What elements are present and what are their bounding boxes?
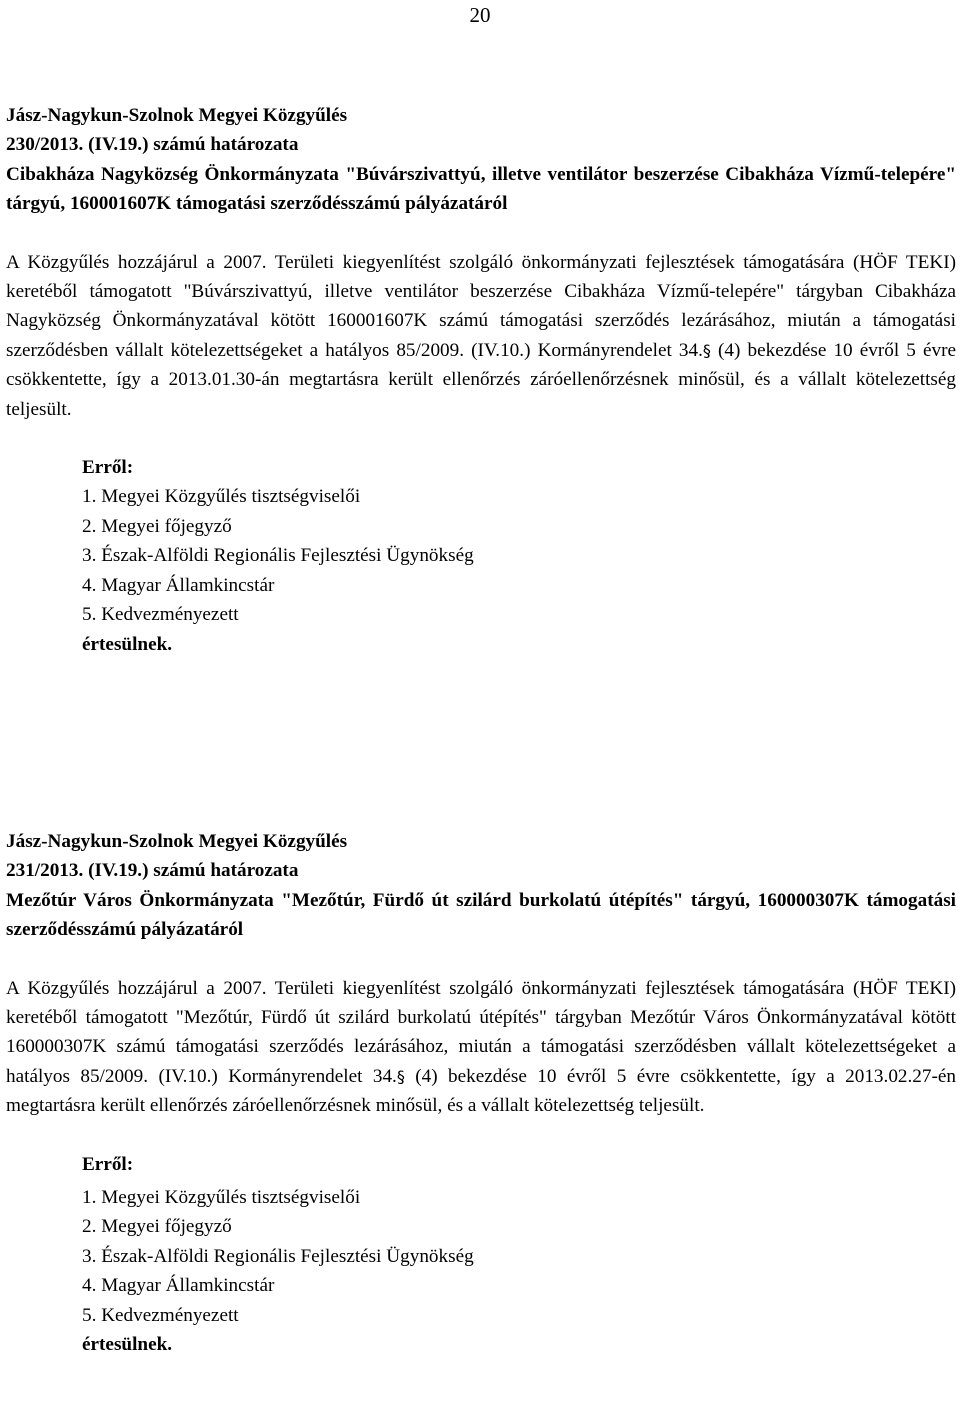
issuer-name: Jász-Nagykun-Szolnok Megyei Közgyűlés [6, 105, 348, 126]
recipient-item: 3. Észak-Alföldi Regionális Fejlesztési Ügynökség [82, 545, 474, 567]
section-symbol: § [702, 340, 711, 360]
resolution-subject: Cibakháza Nagyközség Önkormányzata "Búvárszivattyú, illetve ventilátor beszerzése Cibakháza Vízmű-telepére" tárgyú, 160001607K támogatási szerződésszámú pályázatáról [6, 163, 956, 215]
resolution-heading [6, 827, 956, 945]
recipient-item: 3. Észak-Alföldi Regionális Fejlesztési Ügynökség [82, 1245, 474, 1267]
recipient-item: 1. Megyei Közgyűlés tisztségviselői [82, 1187, 361, 1209]
body-text-part-2: (4) bekezdése 10 évről 5 évre csökkentette, így a 2013.01.30-án megtartásra került ellenőrzés záróellenőrzésnek minősül, és a vállalt kötelezettség teljesült. [6, 339, 956, 420]
errol-label: Erről: [82, 1153, 134, 1175]
recipient-item: 5. Kedvezményezett [82, 604, 239, 626]
body-text-part-1: A Közgyűlés hozzájárul a 2007. Területi kiegyenlítést szolgáló önkormányzati fejlesztések támogatására (HÖF TEKI) keretéből támogatott "Mezőtúr, Fürdő út szilárd burkolatú útépítés" tárgyban Mezőtúr Város Önkormányzatával kötött 160000307K számú támogatási szerződés lezárásához, miután a támogatási szerződésben vállalt kötelezettségeket a hatályos 85/2009. (IV.10.) Kormányrendelet 34. [6, 977, 956, 1087]
issuer-name: Jász-Nagykun-Szolnok Megyei Közgyűlés [6, 831, 348, 852]
recipient-item: 4. Magyar Államkincstár [82, 1275, 275, 1297]
page-number: 20 [469, 3, 491, 27]
resolution-231 [6, 827, 956, 1360]
errol-label: Erről: [82, 457, 134, 479]
resolution-number: 231/2013. (IV.19.) számú határozata [6, 860, 299, 882]
body-text-part-2: (4) bekezdése 10 évről 5 évre csökkentette, így a 2013.02.27-én megtartásra került ellenőrzés záróellenőrzésnek minősül, és a vállalt kötelezettség teljesült. [6, 1065, 956, 1117]
resolution-230 [6, 101, 956, 659]
recipient-item: 1. Megyei Közgyűlés tisztségviselői [82, 486, 361, 508]
body-text-part-1: A Közgyűlés hozzájárul a 2007. Területi kiegyenlítést szolgáló önkormányzati fejlesztések támogatására (HÖF TEKI) keretéből támogatott "Búvárszivattyú, illetve ventilátor beszerzése Cibakháza Vízmű-telepére" tárgyban Cibakháza Nagyközség Önkormányzatával kötött 160001607K számú támogatási szerződés lezárásához, miután a támogatási szerződésben vállalt kötelezettségeket a hatályos 85/2009. (IV.10.) Kormányrendelet 34. [6, 251, 956, 361]
resolution-heading [6, 101, 956, 219]
recipient-item: 2. Megyei főjegyző [82, 1216, 232, 1238]
recipient-list [6, 482, 956, 629]
resolution-body [6, 974, 956, 1121]
closing-text: értesülnek. [82, 633, 173, 655]
recipient-list [6, 1183, 956, 1330]
section-symbol: § [396, 1066, 405, 1086]
resolution-number: 230/2013. (IV.19.) számú határozata [6, 134, 299, 156]
recipient-item: 4. Magyar Államkincstár [82, 574, 275, 596]
closing-text: értesülnek. [82, 1334, 173, 1356]
resolution-body [6, 248, 956, 424]
recipient-item: 5. Kedvezményezett [82, 1304, 239, 1326]
recipient-item: 2. Megyei főjegyző [82, 515, 232, 537]
resolution-subject: Mezőtúr Város Önkormányzata "Mezőtúr, Fürdő út szilárd burkolatú útépítés" tárgyú, 160000307K támogatási szerződésszámú pályázatáról [6, 889, 956, 941]
